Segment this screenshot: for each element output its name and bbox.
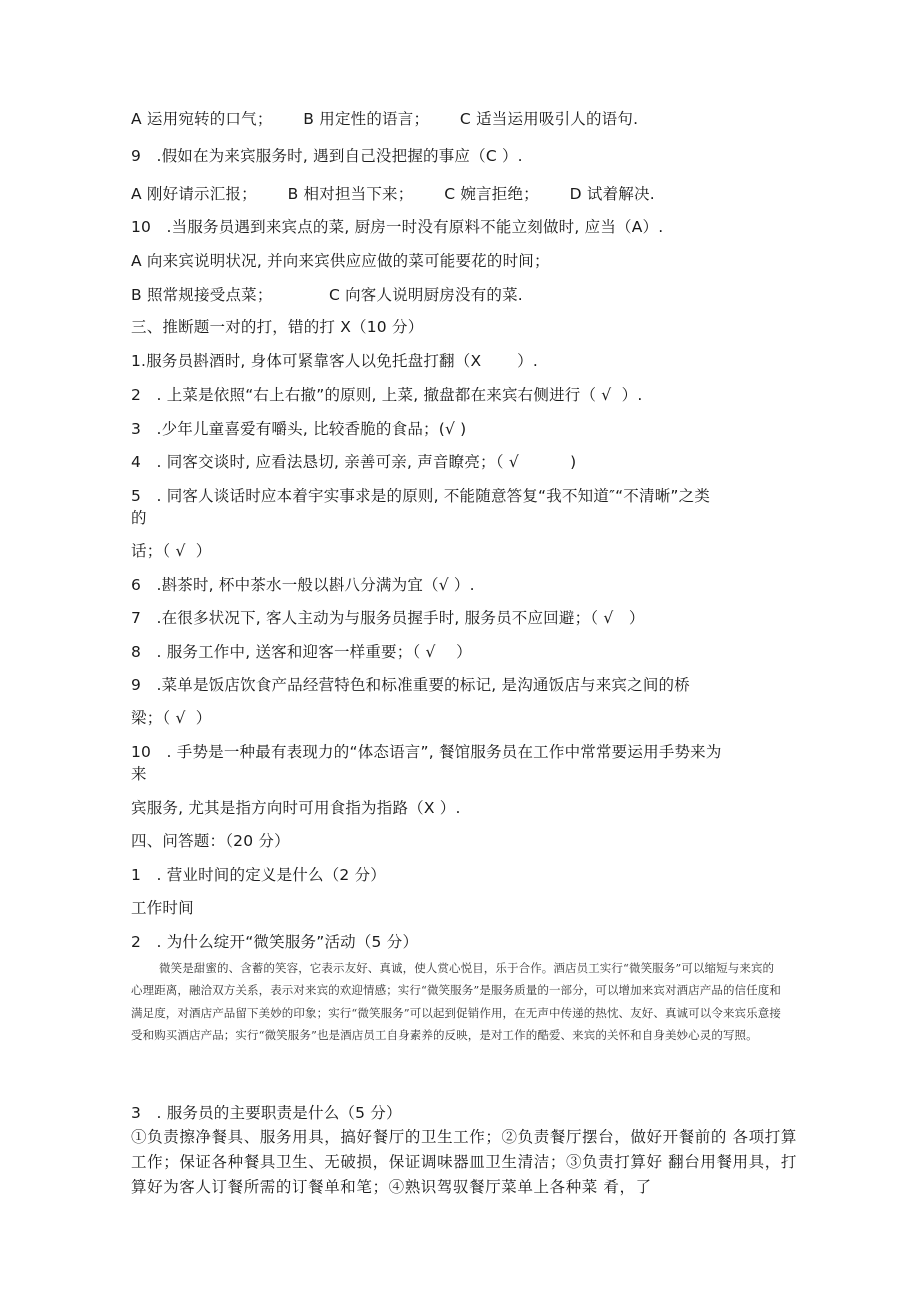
option-a-q10: A 向来宾说明状况, 并向来宾供应应做的菜可能要花的时间； (131, 252, 550, 270)
qa-answer-3: ①负责擦净餐具、服务用具，搞好餐厅的卫生工作；②负责餐厅摆台，做好开餐前的 各项打算工作；保证各种餐具卫生、无破损，保证调味器皿卫生清洁；③负责打算好 翻台用餐用具，打算好为客人订餐所需的订餐单和笔；④熟识驾驭餐厅菜单上各种菜 肴，了 (131, 1128, 797, 1196)
judgement-10-end: 宾服务, 尤其是指方向时可用食指为指路（X ）. (131, 799, 461, 817)
judgement-2: 2 . 上菜是依照“右上右撤”的原则, 上菜, 撤盘都在来宾右侧进行（ √ ）. (131, 386, 643, 404)
judgement-8: 8 . 服务工作中, 送客和迎客一样重要；（ √ ） (131, 643, 472, 661)
qa-question-1: 1 . 营业时间的定义是什么（2 分） (131, 866, 386, 884)
judgement-4: 4 . 同客交谈时, 应看法恳切, 亲善可亲, 声音瞭亮；（ √ ) (131, 453, 577, 471)
qa-answer-2: 微笑是甜蜜的、含蓄的笑容，它表示友好、真诚，使人赏心悦目，乐于合作。酒店员工实行“微笑服务”可以缩短与来宾的心理距离，融洽双方关系，表示对来宾的欢迎情感；实行“微笑服务”是服务质量的一部分，可以增加来宾对酒店产品的信任度和满足度，对酒店产品留下美妙的印象；实行“微笑服务”可以起到促销作用，在无声中传递的热忱、友好、真诚可以令来宾乐意接受和购买酒店产品；实行“微笑服务”也是酒店员工自身素养的反映，是对工作的酷爱、来宾的关怀和自身美妙心灵的写照。 (131, 961, 781, 1043)
judgement-10-wrap: 来 (131, 765, 147, 783)
question-9: 9 .假如在为来宾服务时, 遇到自己没把握的事应（C ）. (131, 147, 523, 165)
option-line-q8: A 运用宛转的口气； B 用定性的语言； C 适当运用吸引人的语句. (131, 110, 639, 128)
section-heading-judgement: 三、推断题一对的打，错的打 X（10 分） (131, 318, 424, 336)
option-bc-q10: B 照常规接受点菜； C 向客人说明厨房没有的菜. (131, 286, 523, 304)
judgement-6: 6 .斟茶时, 杯中茶水一般以斟八分满为宜（√ ）. (131, 576, 475, 594)
judgement-5-end: 话；（ √ ） (131, 542, 212, 560)
question-10: 10 .当服务员遇到来宾点的菜, 厨房一时没有原料不能立刻做时, 应当（A）. (131, 218, 664, 236)
judgement-5: 5 . 同客人谈话时应本着宇实事求是的原则, 不能随意答复“我不知道″“不清晰”之类 (131, 487, 711, 505)
judgement-9-end: 梁；（ √ ） (131, 709, 212, 727)
qa-question-2: 2 . 为什么绽开“微笑服务”活动（5 分） (131, 933, 419, 951)
qa-question-3: 3 . 服务员的主要职责是什么（5 分） (131, 1104, 402, 1122)
judgement-5-wrap: 的 (131, 509, 147, 527)
judgement-3: 3 .少年儿童喜爱有嚼头, 比较香脆的食品；(√ ) (131, 420, 467, 438)
section-heading-qa: 四、问答题：（20 分） (131, 832, 290, 850)
judgement-1: 1.服务员斟酒时, 身体可紧靠客人以免托盘打翻（X ）. (131, 352, 538, 370)
judgement-10: 10 . 手势是一种最有表现力的“体态语言”, 餐馆服务员在工作中常常要运用手势来为 (131, 743, 722, 761)
option-line-q9: A 刚好请示汇报； B 相对担当下来； C 婉言拒绝； D 试着解决. (131, 185, 655, 203)
judgement-7: 7 .在很多状况下, 客人主动为与服务员握手时, 服务员不应回避；（ √ ） (131, 609, 645, 627)
judgement-9: 9 .菜单是饭店饮食产品经营特色和标准重要的标记, 是沟通饭店与来宾之间的桥 (131, 676, 690, 694)
qa-answer-1: 工作时间 (131, 899, 194, 917)
